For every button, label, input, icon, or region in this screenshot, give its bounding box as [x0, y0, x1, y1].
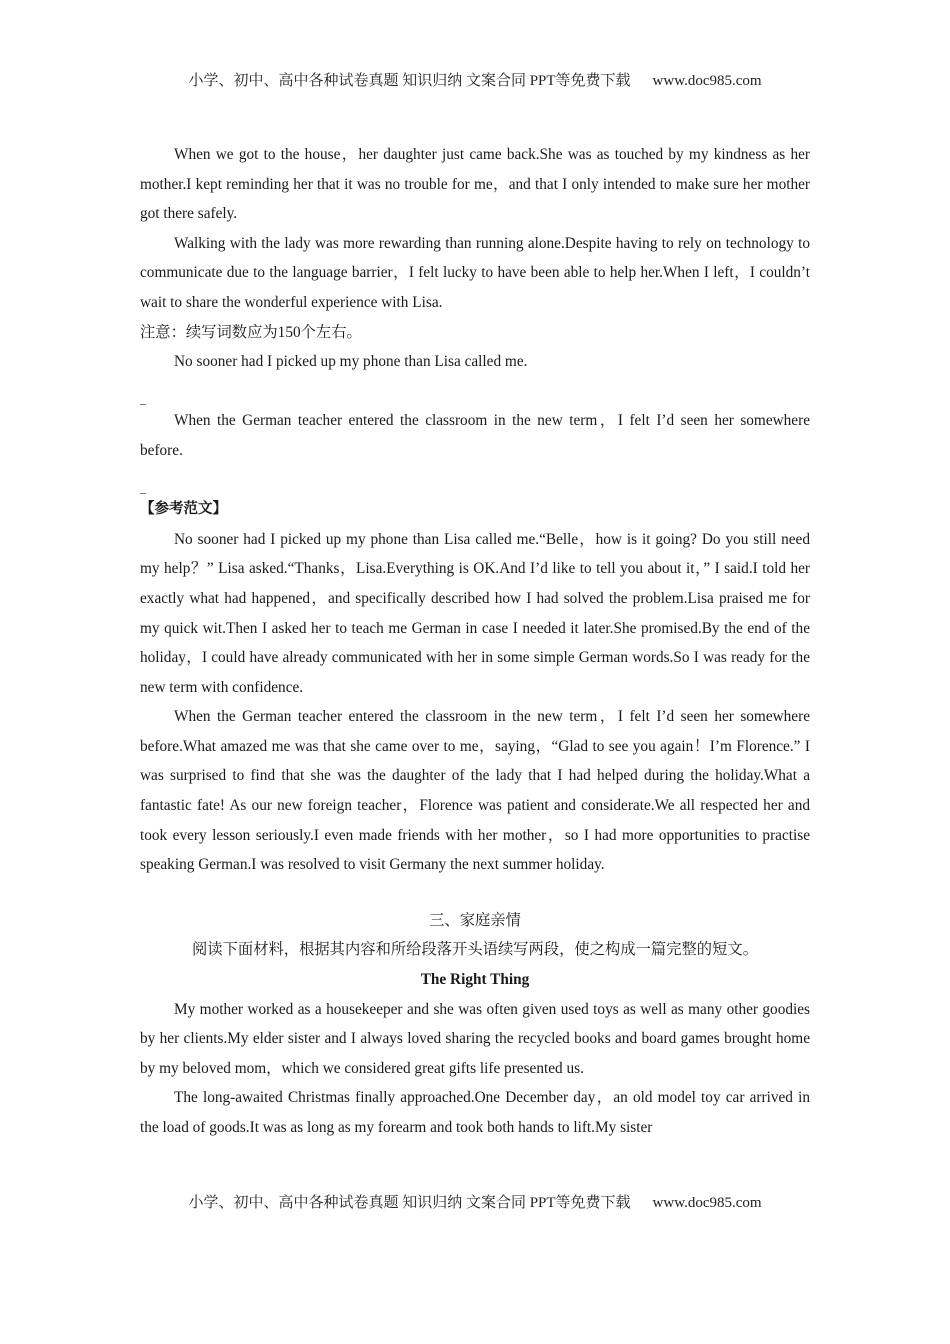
continuation-prompt-2: When the German teacher entered the classroom in the new term，I felt I’d seen her somewhere before. — [140, 412, 810, 459]
blank-marker: _ — [140, 480, 146, 495]
word-count-note: 注意：续写词数应为150个左右。 — [140, 323, 362, 341]
header-text: 小学、初中、高中各种试卷真题 知识归纳 文案合同 PPT等免费下载 — [188, 73, 631, 89]
paragraph: Walking with the lady was more rewarding than running alone.Despite having to rely on technology to communicate due to the language barrier，I felt lucky to have been able to help her.When I left，I couldn’t wait to share the wonderful experience with Lisa. — [140, 234, 810, 311]
story-paragraph-2: The long-awaited Christmas finally approached.One December day，an old model toy car arrived in the load of goods.It was as long as my forearm and took both hands to lift.My sister — [140, 1089, 810, 1136]
page-footer — [0, 1191, 950, 1212]
section-title: 三、家庭亲情 — [429, 911, 521, 929]
page-header — [0, 69, 950, 90]
footer-url[interactable]: www.doc985.com — [652, 1195, 762, 1211]
reference-label: 【参考范文】 — [140, 501, 227, 518]
reference-paragraph-2: When the German teacher entered the classroom in the new term，I felt I’d seen her somewhere before.What amazed me was that she came over to me，saying，“Glad to see you again！I’m Florence.” I was surprised to find that she was the daughter of the lady that I had helped during the holiday.What a fantastic fate! As our new foreign teacher，Florence was patient and considerate.We all respected her and took every lesson seriously.I even made friends with her mother，so I had more opportunities to practise speaking German.I was resolved to visit Germany the next summer holiday. — [140, 708, 810, 874]
header-url[interactable]: www.doc985.com — [652, 73, 762, 89]
paragraph: When we got to the house，her daughter just came back.She was as touched by my kindness as her mother.I kept reminding her that it was no trouble for me，and that I only intended to make sure her mother got there safely. — [140, 146, 810, 223]
answer-blank-2 — [140, 466, 810, 496]
story-paragraph-1: My mother worked as a housekeeper and she was often given used toys as well as many other goodies by her clients.My elder sister and I always loved sharing the recycled books and board games brought home by my beloved mom，which we considered great gifts life presented us. — [140, 1000, 810, 1077]
reference-paragraph-1: No sooner had I picked up my phone than Lisa called me.“Belle，how is it going? Do you still need my help？” Lisa asked.“Thanks，Lisa.Everything is OK.And I’d like to tell you about it，” I said.I told her exactly what had happened，and specifically described how I had solved the problem.Lisa praised me for my quick wit.Then I asked her to teach me German in case I needed it later.She promised.By the end of the holiday，I could have already communicated with her in some simple German words.So I was ready for the new term with confidence. — [140, 530, 810, 696]
story-title: The Right Thing — [420, 971, 530, 989]
continuation-prompt-1: No sooner had I picked up my phone than Lisa called me. — [174, 353, 528, 371]
footer-text: 小学、初中、高中各种试卷真题 知识归纳 文案合同 PPT等免费下载 — [188, 1195, 631, 1211]
answer-blank-1 — [140, 377, 810, 407]
instruction: 阅读下面材料，根据其内容和所给段落开头语续写两段，使之构成一篇完整的短文。 — [192, 941, 758, 959]
document-body — [140, 140, 810, 1143]
blank-marker: _ — [140, 391, 146, 406]
